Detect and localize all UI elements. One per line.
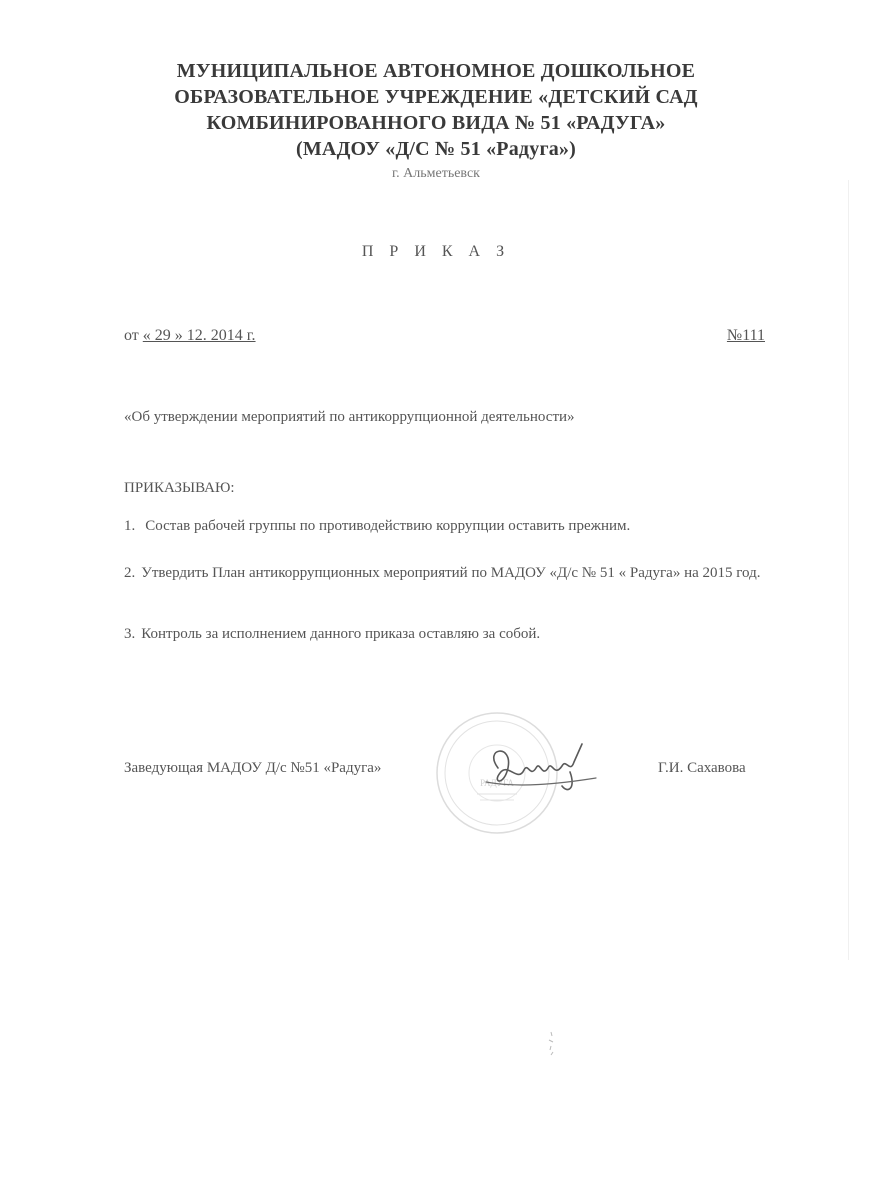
order-item-2 <box>124 563 784 583</box>
order-date <box>124 327 256 345</box>
handwritten-signature <box>478 738 608 798</box>
scan-edge-line <box>848 180 849 960</box>
document-title: П Р И К А З <box>361 243 511 260</box>
city-name: г. Альметьевск <box>392 166 480 181</box>
date-value: « 29 » 12. 2014 г. <box>142 327 256 344</box>
org-short-name: (МАДОУ «Д/С № 51 «Радуга») <box>296 138 576 160</box>
organization-header <box>0 58 872 184</box>
item-number: 3. <box>124 626 136 642</box>
order-item-1 <box>124 516 784 536</box>
order-subject: «Об утверждении мероприятий по антикоррупционной деятельности» <box>124 409 575 425</box>
item-text: Контроль за исполнением данного приказа оставляю за собой. <box>141 626 541 642</box>
order-number: №111 <box>726 327 765 344</box>
signer-position: Заведующая МАДОУ Д/с №51 «Радуга» <box>124 760 382 776</box>
item-number: 2. <box>124 565 136 581</box>
org-name-line-1: МУНИЦИПАЛЬНОЕ АВТОНОМНОЕ ДОШКОЛЬНОЕ <box>176 60 696 82</box>
scan-artifact-speck <box>545 1030 559 1056</box>
item-text: Утвердить План антикоррупционных мероприятий по МАДОУ «Д/с № 51 « Радуга» на 2015 год. <box>141 565 761 581</box>
item-text: Состав рабочей группы по противодействию коррупции оставить прежним. <box>145 518 631 534</box>
order-item-3 <box>124 624 784 644</box>
date-prefix: от <box>124 327 139 344</box>
org-name-line-2: ОБРАЗОВАТЕЛЬНОЕ УЧРЕЖДЕНИЕ «ДЕТСКИЙ САД <box>174 86 698 108</box>
signer-name: Г.И. Сахавова <box>658 760 746 776</box>
svg-text:РАДУГА: РАДУГА <box>480 778 514 788</box>
org-name-line-3: КОМБИНИРОВАННОГО ВИДА № 51 «РАДУГА» <box>206 112 666 134</box>
orders-label: ПРИКАЗЫВАЮ: <box>124 480 235 496</box>
item-number: 1. <box>124 518 136 534</box>
